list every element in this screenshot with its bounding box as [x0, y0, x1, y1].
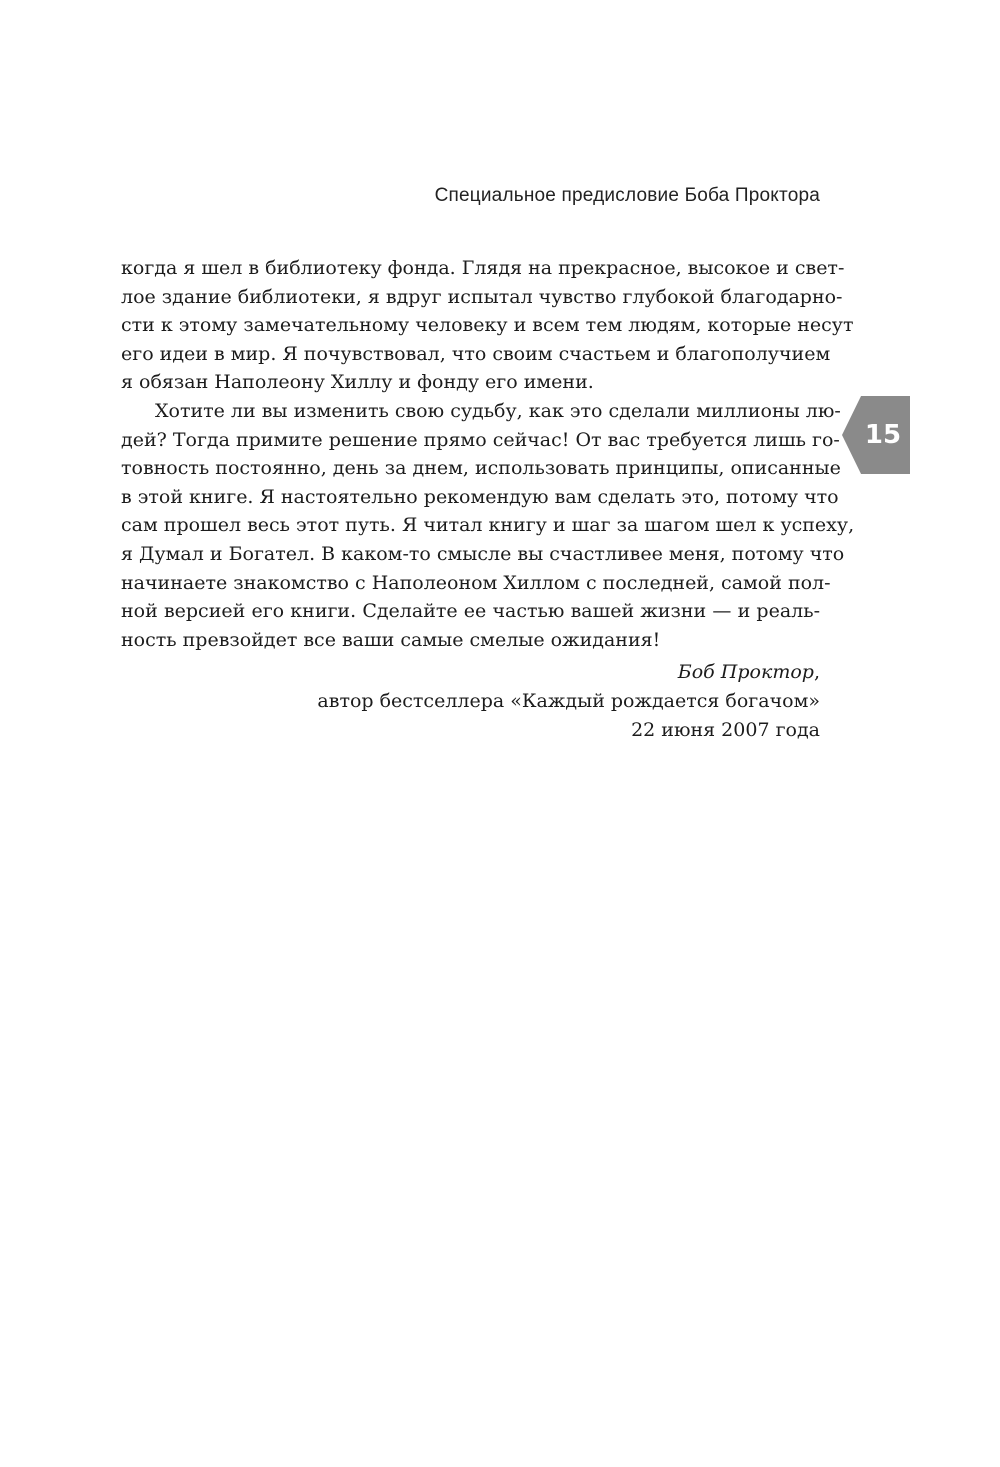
paragraph-line: я Думал и Богател. В каком-то смысле вы счастливее меня, потому что: [121, 542, 845, 565]
paragraph-line: лое здание библиотеки, я вдруг испытал чувство глубокой благодарно-: [121, 285, 843, 308]
paragraph-line: ной версией его книги. Сделайте ее частью вашей жизни — и реаль-: [121, 600, 820, 623]
paragraph-line: сам прошел весь этот путь. Я читал книгу и шаг за шагом шел к успеху,: [121, 514, 855, 537]
paragraph-line: сти к этому замечательному человеку и всем тем людям, которые несут: [121, 314, 854, 337]
signature-comma: ,: [813, 661, 820, 684]
paragraph-line: в этой книге. Я настоятельно рекомендую вам сделать это, потому что: [121, 485, 839, 508]
paragraph-line: дей? Тогда примите решение прямо сейчас! От вас требуется лишь го-: [121, 428, 840, 451]
signature-block: [121, 658, 820, 744]
paragraph-line: товность постоянно, день за днем, использовать принципы, описанные: [121, 457, 841, 480]
paragraph-2: [121, 397, 855, 654]
running-header: Специальное предисловие Боба Проктора: [434, 185, 820, 206]
page-number: 15: [864, 420, 902, 450]
paragraph-line: когда я шел в библиотеку фонда. Глядя на прекрасное, высокое и свет-: [121, 257, 845, 279]
paragraph-line: его идеи в мир. Я почувствовал, что своим счастьем и благополучием: [121, 342, 831, 365]
page-body: [121, 254, 855, 744]
paragraph-1: [121, 254, 854, 397]
paragraph-line: начинаете знакомство с Наполеоном Хиллом с последней, самой пол-: [121, 571, 831, 594]
paragraph-line: Хотите ли вы изменить свою судьбу, как это сделали миллионы лю-: [155, 399, 841, 422]
signature-author-line: [121, 658, 820, 687]
paragraph-line: ность превзойдет все ваши самые смелые ожидания!: [121, 628, 661, 651]
signature-author: Боб Проктор: [677, 661, 814, 684]
paragraph-line: я обязан Наполеону Хиллу и фонду его имени.: [121, 371, 594, 394]
signature-date: 22 июня 2007 года: [631, 718, 820, 741]
signature-role: автор бестселлера «Каждый рождается богачом»: [317, 689, 820, 712]
